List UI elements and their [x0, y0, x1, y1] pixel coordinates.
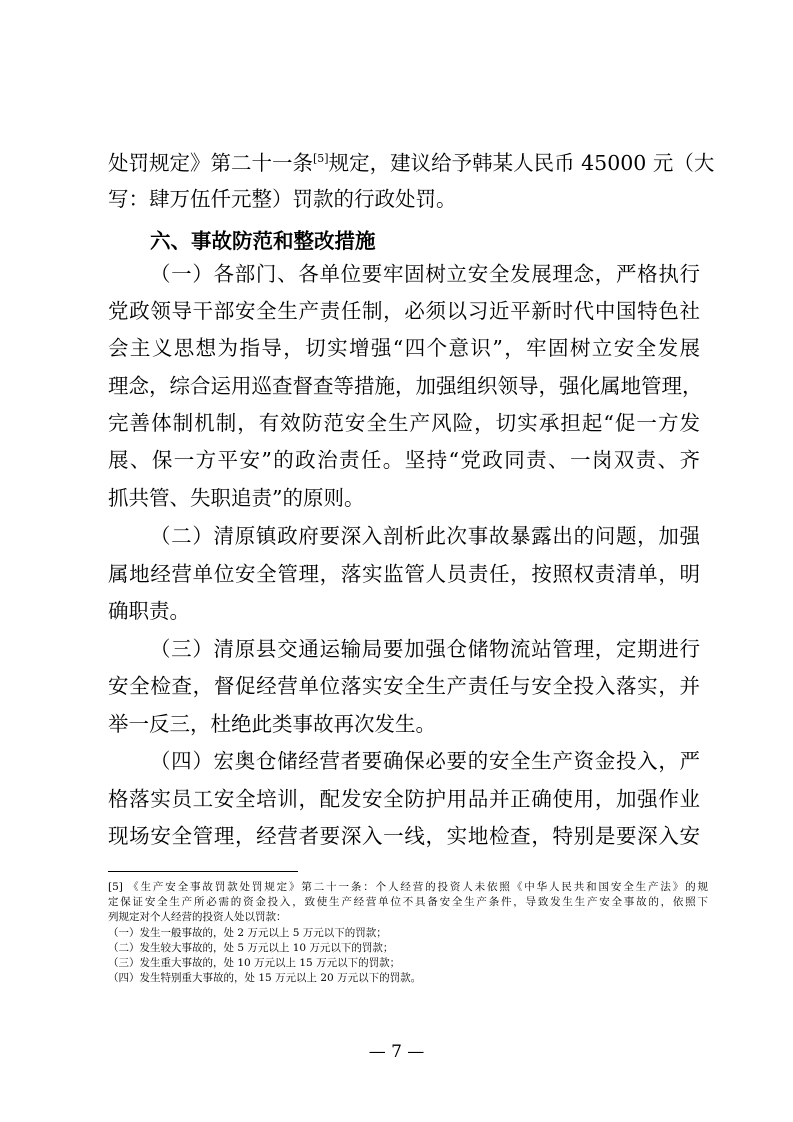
body-line: 党政领导干部安全生产责任制，必须以习近平新时代中国特色社	[108, 299, 700, 323]
footnote-line: （三）发生重大事故的，处 10 万元以上 15 万元以下的罚款；	[108, 957, 401, 969]
footnote-reference[interactable]: [5]	[313, 152, 329, 166]
body-line: 处罚规定》第二十一条[5]规定，建议给予韩某人民币 45000 元（大	[108, 151, 715, 175]
body-line: 确职责。	[108, 599, 190, 623]
body-line: 属地经营单位安全管理，落实监管人员责任，按照权责清单，明	[108, 562, 700, 586]
body-line: 抓共管、失职追责”的原则。	[108, 486, 365, 510]
body-line: 完善体制机制，有效防范安全生产风险，切实承担起“促一方发	[108, 411, 700, 435]
footnote-line: （二）发生较大事故的，处 5 万元以上 10 万元以下的罚款；	[108, 942, 394, 954]
footnote-line: 列规定对个人经营的投资人处以罚款：	[108, 911, 287, 923]
body-line: （三）清原县交通运输局要加强仓储物流站管理，定期进行	[150, 637, 700, 661]
body-line: 会主义思想为指导，切实增强“四个意识”，牢固树立安全发展	[108, 336, 700, 360]
page-number: — 7 —	[368, 1042, 425, 1062]
body-line: 写：肆万伍仟元整）罚款的行政处罚。	[108, 187, 457, 211]
body-line: （四）宏奥仓储经营者要确保必要的安全生产资金投入，严	[150, 749, 700, 773]
section-heading: 六、事故防范和整改措施	[150, 229, 376, 253]
body-line: （二）清原镇政府要深入剖析此次事故暴露出的问题，加强	[150, 524, 700, 548]
body-line: 现场安全管理，经营者要深入一线，实地检查，特别是要深入安	[108, 824, 700, 848]
body-line: 安全检查，督促经营单位落实安全生产责任与安全投入落实，并	[108, 674, 700, 698]
footnote-line: [5] 《生产安全事故罚款处罚规定》第二十一条：个人经营的投资人未依照《中华人民共和国安全生产法》的规	[108, 881, 708, 893]
body-line: 展、保一方平安”的政治责任。坚持“党政同责、一岗双责、齐	[108, 448, 700, 472]
body-line: 举一反三，杜绝此类事故再次发生。	[108, 712, 436, 736]
footnote-line: 定保证安全生产所必需的资金投入，致使生产经营单位不具备安全生产条件，导致发生生产安全事故的，依照下	[108, 896, 708, 908]
footnote-line: （四）发生特别重大事故的，处 15 万元以上 20 万元以下的罚款。	[108, 972, 422, 984]
body-line: 格落实员工安全培训，配发安全防护用品并正确使用，加强作业	[108, 787, 700, 811]
footnote-divider	[108, 871, 298, 872]
footnote-line: （一）发生一般事故的，处 2 万元以上 5 万元以下的罚款；	[108, 927, 387, 939]
body-line: （一）各部门、各单位要牢固树立安全发展理念，严格执行	[150, 262, 700, 286]
body-line: 理念，综合运用巡查督查等措施，加强组织领导，强化属地管理，	[108, 374, 703, 398]
